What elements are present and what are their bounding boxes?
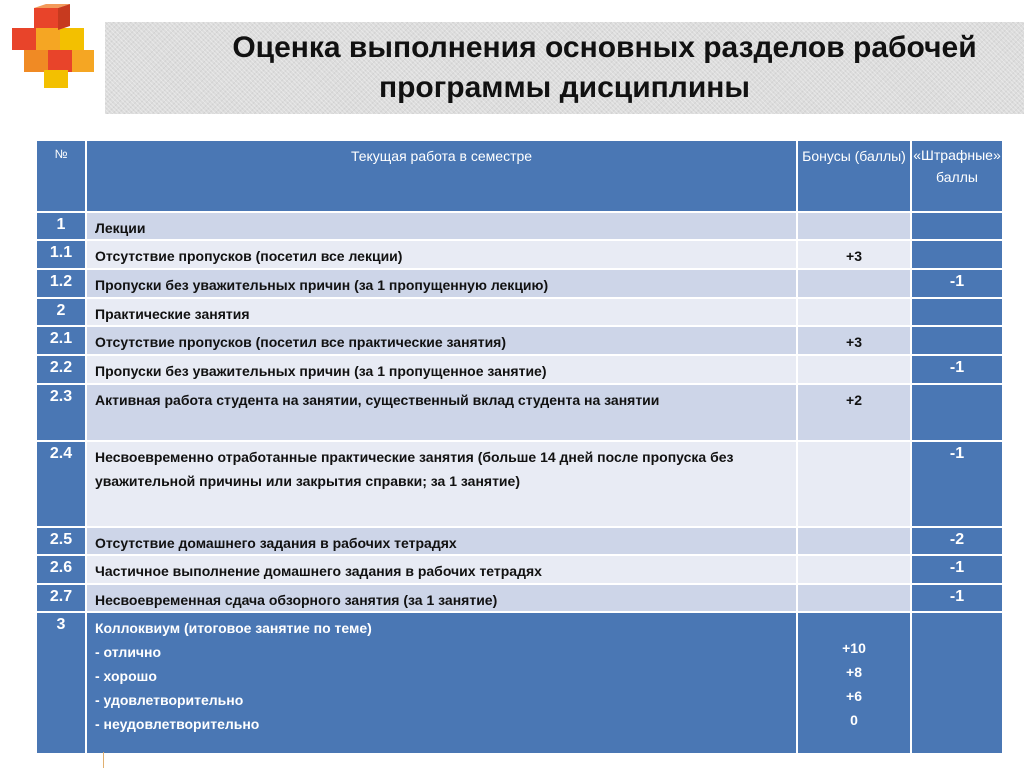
grade-satisfactory: - удовлетворительно xyxy=(95,692,244,708)
row-bonus xyxy=(798,213,910,239)
row-number: 2.5 xyxy=(37,528,85,554)
table-row xyxy=(37,613,1002,753)
row-penalty xyxy=(912,299,1002,325)
title-line-2: программы дисциплины xyxy=(378,71,751,104)
row-number: 2.2 xyxy=(37,356,85,383)
row-penalty: -1 xyxy=(912,356,1002,383)
table-row xyxy=(37,556,1002,583)
table-header-row xyxy=(37,141,1002,211)
bonus-good: +8 xyxy=(846,664,862,680)
table-row xyxy=(37,327,1002,354)
bonus-excellent: +10 xyxy=(842,640,866,656)
row-penalty: -1 xyxy=(912,556,1002,583)
row-description: Отсутствие пропусков (посетил все лекции) xyxy=(87,241,796,268)
text-cursor-mark xyxy=(103,752,104,768)
grade-unsatisfactory: - неудовлетворительно xyxy=(95,716,260,732)
row-number: 2.3 xyxy=(37,385,85,440)
table-row xyxy=(37,585,1002,611)
header-description: Текущая работа в семестре xyxy=(87,141,796,211)
row-bonus xyxy=(798,613,910,753)
row-bonus: +2 xyxy=(798,385,910,440)
table-row xyxy=(37,299,1002,325)
bonus-unsatisfactory: 0 xyxy=(850,712,858,728)
row-number: 2 xyxy=(37,299,85,325)
row-description: Отсутствие пропусков (посетил все практические занятия) xyxy=(87,327,796,354)
table-row xyxy=(37,528,1002,554)
row-penalty: -1 xyxy=(912,585,1002,611)
row-penalty xyxy=(912,613,1002,753)
row-description: Пропуски без уважительных причин (за 1 пропущенное занятие) xyxy=(87,356,796,383)
row-penalty xyxy=(912,213,1002,239)
row-number: 2.6 xyxy=(37,556,85,583)
row-bonus xyxy=(798,270,910,297)
row-number: 3 xyxy=(37,613,85,753)
page-title xyxy=(105,26,1024,110)
row-penalty xyxy=(912,241,1002,268)
row-description xyxy=(87,613,796,753)
row-bonus xyxy=(798,299,910,325)
table-row xyxy=(37,356,1002,383)
table-row xyxy=(37,270,1002,297)
row-description: Пропуски без уважительных причин (за 1 пропущенную лекцию) xyxy=(87,270,796,297)
row-bonus xyxy=(798,528,910,554)
row-penalty: -1 xyxy=(912,270,1002,297)
row-bonus xyxy=(798,356,910,383)
row-number: 2.1 xyxy=(37,327,85,354)
row-description: Практические занятия xyxy=(87,299,796,325)
row-description: Лекции xyxy=(87,213,796,239)
row-bonus xyxy=(798,585,910,611)
header-num: № xyxy=(37,141,85,211)
row-bonus xyxy=(798,442,910,526)
table-row xyxy=(37,213,1002,239)
row-penalty: -1 xyxy=(912,442,1002,526)
header-bonus: Бонусы (баллы) xyxy=(798,141,910,211)
row-description: Частичное выполнение домашнего задания в рабочих тетрадях xyxy=(87,556,796,583)
row-description: Активная работа студента на занятии, существенный вклад студента на занятии xyxy=(87,385,796,440)
row-bonus: +3 xyxy=(798,327,910,354)
colloquium-title: Коллоквиум (итоговое занятие по теме) xyxy=(95,620,372,636)
row-description: Отсутствие домашнего задания в рабочих тетрадях xyxy=(87,528,796,554)
table-row xyxy=(37,442,1002,526)
orange-cubes-logo xyxy=(4,4,100,90)
row-description: Несвоевременно отработанные практические занятия (больше 14 дней после пропуска без уважительной причины или закрытия справки; за 1 занятие) xyxy=(87,442,796,526)
row-number: 1.2 xyxy=(37,270,85,297)
table-row xyxy=(37,241,1002,268)
row-number: 2.4 xyxy=(37,442,85,526)
table-row xyxy=(37,385,1002,440)
row-number: 2.7 xyxy=(37,585,85,611)
grade-excellent: - отлично xyxy=(95,644,162,660)
header-penalty: «Штрафные» баллы xyxy=(912,141,1002,211)
row-number: 1 xyxy=(37,213,85,239)
bonus-satisfactory: +6 xyxy=(846,688,862,704)
row-penalty xyxy=(912,385,1002,440)
row-bonus xyxy=(798,556,910,583)
grade-good: - хорошо xyxy=(95,668,157,684)
row-penalty: -2 xyxy=(912,528,1002,554)
row-bonus: +3 xyxy=(798,241,910,268)
row-penalty xyxy=(912,327,1002,354)
title-line-1: Оценка выполнения основных разделов рабочей xyxy=(232,31,977,64)
row-description: Несвоевременная сдача обзорного занятия (за 1 занятие) xyxy=(87,585,796,611)
row-number: 1.1 xyxy=(37,241,85,268)
